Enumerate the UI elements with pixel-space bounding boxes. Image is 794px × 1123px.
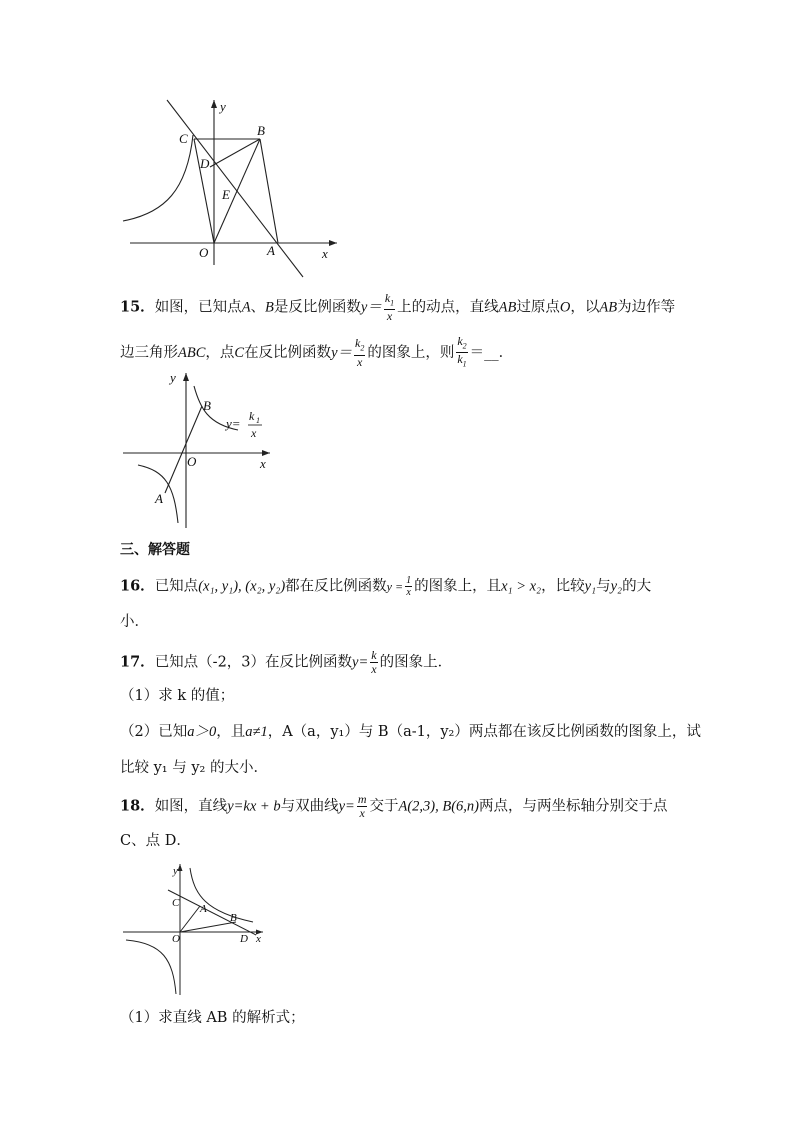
label-o: O bbox=[187, 454, 197, 469]
fraction-1-over-x: $\frac{1}{x}$ bbox=[406, 575, 412, 598]
fraction-k2-over-x: $\frac{k_2}{x}$ bbox=[355, 336, 365, 369]
curve-eq-sub: 1 bbox=[256, 416, 260, 425]
fraction-k1-over-x: $\frac{k_1}{x}$ bbox=[384, 291, 395, 324]
q17-line1: 17．已知点（-2，3）在反比例函数y= $\frac{k}{x}$ 的图象上． bbox=[120, 648, 453, 676]
label-c: C bbox=[179, 131, 188, 146]
q17-part2-line1: （2）已知a＞0，且a≠1，A（a，y₁）与 B（a-1，y₂）两点都在该反比例函数的图象上，试 bbox=[120, 724, 701, 740]
line-cd bbox=[168, 890, 256, 935]
label-d: D bbox=[200, 156, 210, 171]
hyperbola-curve bbox=[123, 135, 193, 221]
label-a: A bbox=[267, 243, 275, 258]
section-title: 三、解答题 bbox=[120, 542, 190, 558]
curve-eq-den: x bbox=[251, 426, 257, 440]
label-d: D bbox=[240, 933, 248, 945]
label-y: y bbox=[170, 370, 176, 385]
q18-part1: （1）求直线 AB 的解析式； bbox=[120, 1010, 305, 1026]
figure-q15 bbox=[118, 368, 278, 533]
q17-part1: （1）求 k 的值； bbox=[120, 688, 235, 704]
label-b: B bbox=[203, 398, 211, 413]
line-ab bbox=[165, 406, 202, 493]
label-x: x bbox=[260, 456, 266, 471]
q18-line2: C、点 D． bbox=[120, 833, 191, 849]
label-y: y bbox=[173, 865, 178, 877]
segment-bo bbox=[214, 139, 260, 243]
label-b: B bbox=[230, 912, 237, 924]
q16-line1: 16．已知点(x₁, y₁), (x₂, y₂)都在反比例函数y = $\frac{1}{x}$ 的图象上，且x₁ > x₂，比较y₁与y₂的大 bbox=[120, 575, 652, 598]
segment-oa bbox=[180, 906, 200, 932]
label-c: C bbox=[172, 897, 180, 909]
segment-ba bbox=[260, 139, 278, 243]
hyperbola-lower-branch bbox=[126, 940, 176, 994]
label-a: A bbox=[200, 903, 207, 915]
segment-bd bbox=[210, 139, 260, 167]
segment-ob bbox=[180, 922, 236, 932]
fraction-m-over-x: $\frac{m}{x}$ bbox=[357, 792, 367, 820]
figure-q14 bbox=[115, 95, 355, 280]
label-o: O bbox=[199, 245, 209, 260]
q16-line2: 小． bbox=[120, 614, 149, 630]
label-a: A bbox=[155, 491, 163, 506]
q15-line2: 边三角形ABC，点C在反比例函数y＝ $\frac{k_2}{x}$ 的图象上，则 $\frac{k_2}{k_1}$ ＝__． bbox=[120, 334, 514, 369]
q15-line1: 15．如图，已知点A、B是反比例函数y＝ $\frac{k_1}{x}$ 上的动点，直线AB过原点O，以AB为边作等 bbox=[120, 291, 676, 324]
line-ca bbox=[167, 100, 303, 277]
label-b: B bbox=[257, 123, 265, 138]
label-e: E bbox=[222, 187, 230, 202]
figure-q18 bbox=[118, 860, 273, 1000]
segment-co bbox=[194, 139, 214, 243]
label-x: x bbox=[322, 246, 328, 261]
fraction-k-over-x: $\frac{k}{x}$ bbox=[371, 648, 377, 676]
q17-part2-line2: 比较 y₁ 与 y₂ 的大小． bbox=[120, 760, 268, 776]
label-y: y bbox=[220, 99, 226, 114]
q18-line1: 18．如图，直线y=kx + b与双曲线y= $\frac{m}{x}$ 交于A(2,3), B(6,n)两点，与两坐标轴分别交于点 bbox=[120, 792, 668, 820]
curve-eq-label: y= bbox=[226, 416, 241, 431]
curve-eq-num: k bbox=[249, 409, 255, 423]
label-x: x bbox=[256, 933, 261, 945]
fraction-k2-over-k1: $\frac{k_2}{k_1}$ bbox=[457, 334, 467, 369]
label-o: O bbox=[172, 933, 180, 945]
